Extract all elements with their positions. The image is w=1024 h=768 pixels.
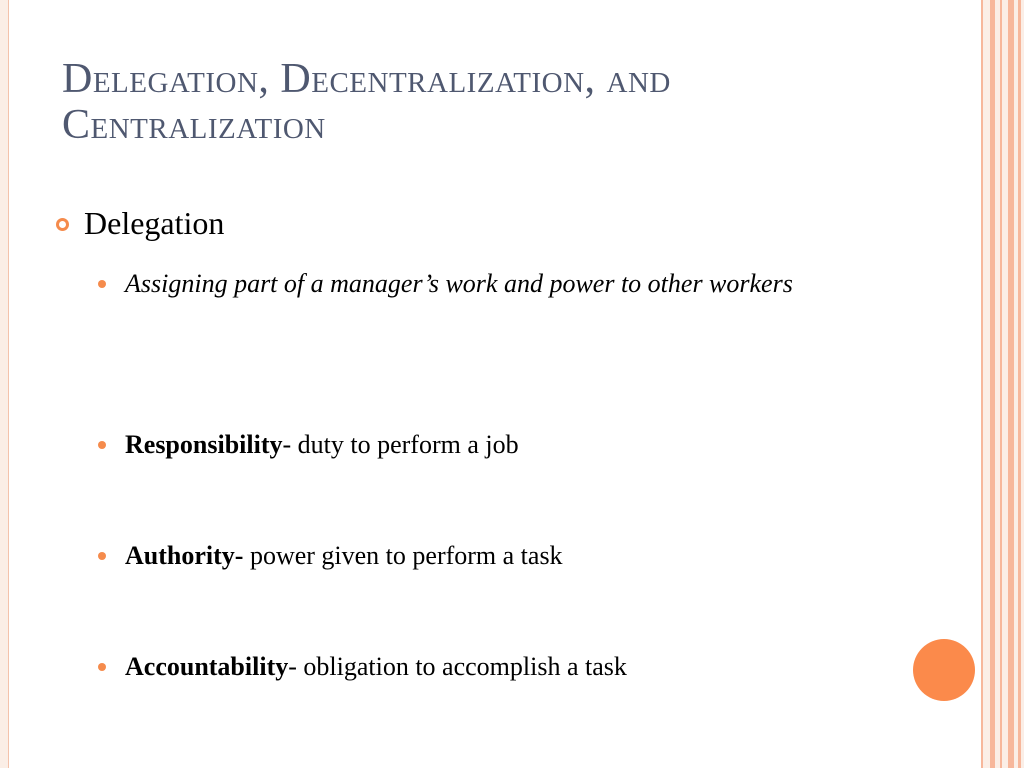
dot-bullet-icon — [98, 280, 106, 288]
bullet-definition: power given to perform a task — [243, 541, 563, 570]
decorative-stripe — [1008, 0, 1014, 768]
dot-bullet-icon — [98, 552, 106, 560]
bullet-definition: - duty to perform a job — [282, 430, 519, 459]
bullet-term: Authority- — [125, 541, 244, 570]
bullet-text — [125, 642, 885, 692]
decorative-stripe — [1000, 0, 1002, 768]
decorative-stripe — [1018, 0, 1021, 768]
bullet-text — [125, 531, 885, 581]
ring-bullet-icon — [56, 218, 69, 231]
dot-bullet-icon — [98, 663, 106, 671]
decorative-circle — [913, 639, 975, 701]
decorative-stripe — [990, 0, 995, 768]
slide-title: Delegation, Decentralization, and Centralization — [62, 56, 671, 148]
bullet-term: Accountability — [125, 652, 289, 681]
dot-bullet-icon — [98, 441, 106, 449]
bullet-definition-text: Assigning part of a manager’s work and power to other workers — [125, 269, 793, 298]
bullet-level1-label: Delegation — [84, 205, 225, 241]
bullet-term: Responsibility — [125, 430, 283, 459]
bullet-text — [125, 420, 885, 470]
bullet-definition: - obligation to accomplish a task — [288, 652, 627, 681]
